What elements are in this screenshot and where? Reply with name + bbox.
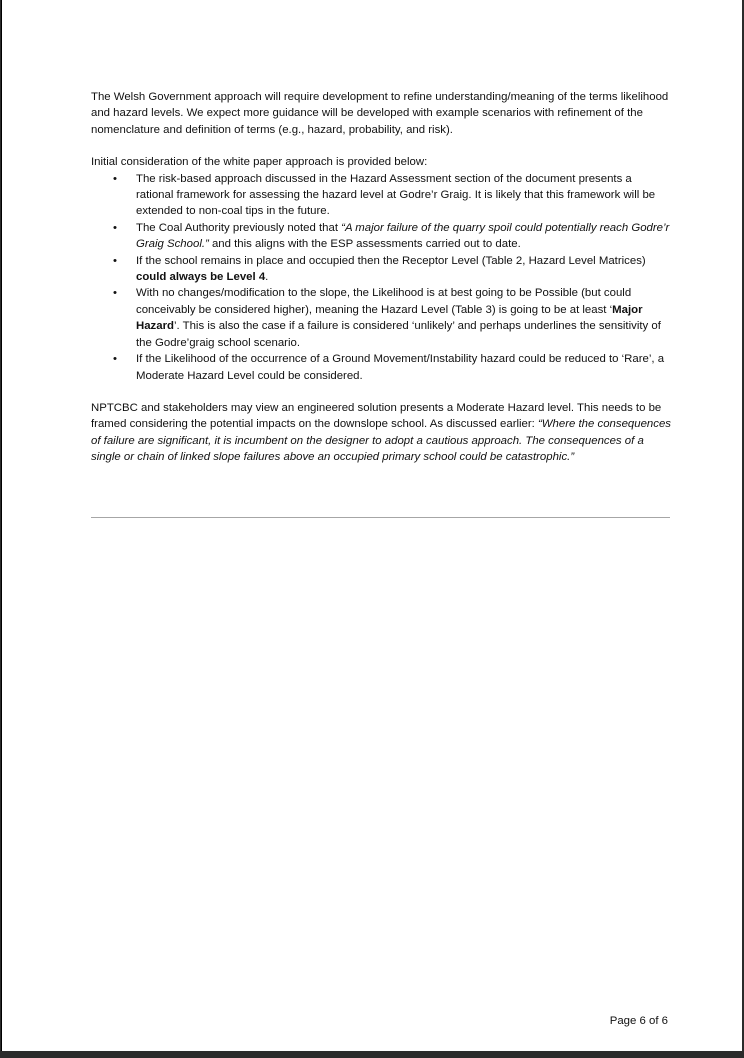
receptor-level-emphasis: could always be Level 4 [136,271,266,284]
conclusion-quote: “Where the consequences of failure are significant, it is incumbent on the designer to adopt a cautious approach. The consequences of a single or chain of linked slope failures above an occupied primary school could be catastrophic.” [91,418,671,464]
list-item-text: With no changes/modification to the slope, the Likelihood is at best going to be Possible (but could conceivably be considered higher), meaning the Hazard Level (Table 3) is going to be at least ‘ [136,287,632,316]
list-item-text: If the Likelihood of the occurrence of a Ground Movement/Instability hazard could be reduced to ‘Rare’, a Moderate Hazard Level could be considered. [136,353,665,382]
consideration-list [91,171,671,384]
list-item-text: The risk-based approach discussed in the Hazard Assessment section of the document presents a rational framework for assessing the hazard level at Godre’r Graig. It is likely that this framework will be extended to non-coal tips in the future. [136,172,656,218]
list-item-text: and this aligns with the ESP assessments carried out to date. [208,238,521,251]
list-item-text: ’. This is also the case if a failure is considered ‘unlikely’ and perhaps underlines the sensitivity of the Godre’graig school scenario. [136,320,661,349]
list-item-text: The Coal Authority previously noted that [136,221,342,234]
list-item-text: If the school remains in place and occupied then the Receptor Level (Table 2, Hazard Level Matrices) [136,254,646,267]
conclusion-paragraph [91,400,671,466]
list-item [91,171,671,220]
page-number: Page 6 of 6 [609,1015,668,1027]
major-hazard-emphasis: Major Hazard [136,303,643,333]
consideration-intro: Initial consideration of the white paper approach is provided below: [91,156,428,169]
bullet-glyph: • [113,221,117,234]
document-page [1,0,742,1051]
bullet-glyph: • [113,353,117,366]
list-item [91,253,671,286]
bullet-glyph: • [113,172,117,185]
list-item-text: . [265,271,269,284]
list-item [91,285,671,351]
coal-authority-quote: “A major failure of the quarry spoil could potentially reach Godre’r Graig School.” [136,221,670,251]
list-item [91,220,671,253]
bullet-glyph: • [113,254,117,267]
bullet-glyph: • [113,287,117,300]
section-divider [91,517,670,518]
page-content [91,89,671,466]
intro-paragraph: The Welsh Government approach will require development to refine understanding/meaning of the terms likelihood and hazard levels. We expect more guidance will be developed with example scenarios with refinement of the nomenclature and definition of terms (e.g., hazard, probability, and risk). [91,91,669,136]
conclusion-text: NPTCBC and stakeholders may view an engineered solution presents a Moderate Hazard level. This needs to be framed considering the potential impacts on the downslope school. As discussed earlier: [91,401,662,431]
list-item [91,351,671,384]
